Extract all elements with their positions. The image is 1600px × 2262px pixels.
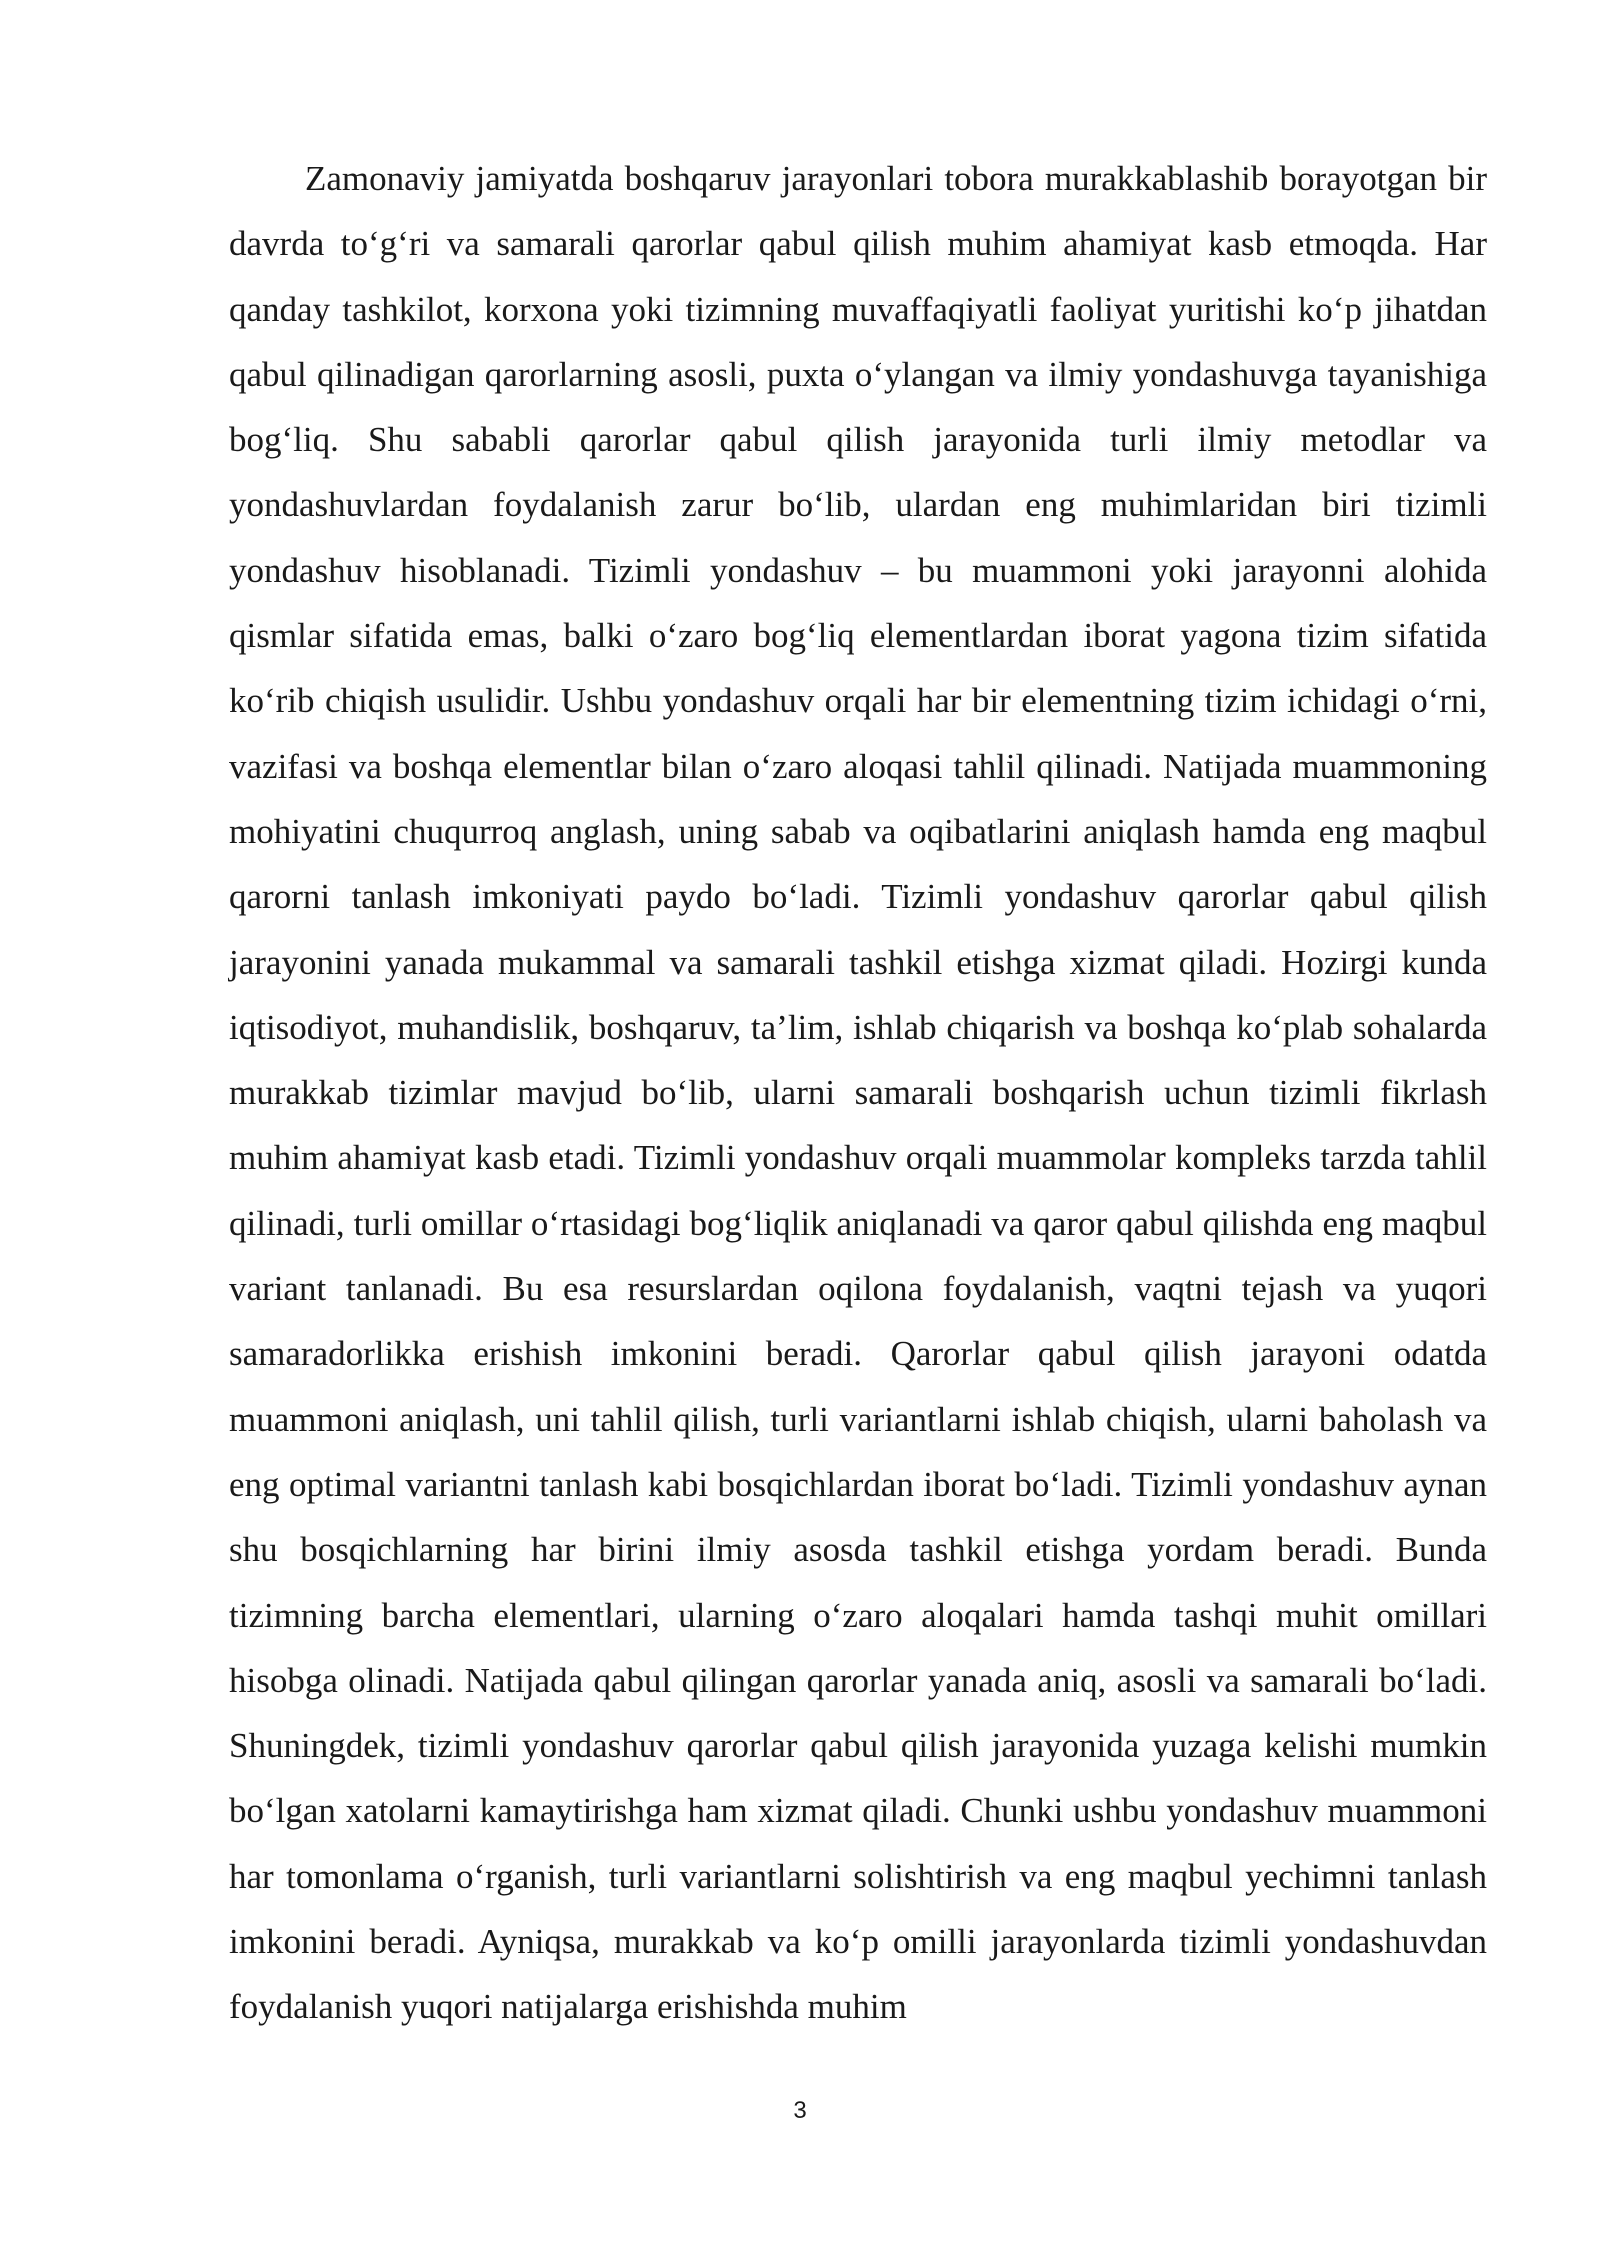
body-paragraph: Zamonaviy jamiyatda boshqaruv jarayonlari tobora murakkablashib borayotgan bir davrda to‘g‘ri va samarali qarorlar qabul qilish muhim ahamiyat kasb etmoqda. Har qanday tashkilot, korxona yoki tizimning muvaffaqiyatli faoliyat yuritishi ko‘p jihatdan qabul qilinadigan qarorlarning asosli, puxta o‘ylangan va ilmiy yondashuvga tayanishiga bog‘liq. Shu sababli qarorlar qabul qilish jarayonida turli ilmiy metodlar va yondashuvlardan foydalanish zarur bo‘lib, ulardan eng muhimlaridan biri tizimli yondashuv hisoblanadi. Tizimli yondashuv – bu muammoni yoki jarayonni alohida qismlar sifatida emas, balki o‘zaro bog‘liq elementlardan iborat yagona tizim sifatida ko‘rib chiqish usulidir. Ushbu yondashuv orqali har bir elementning tizim ichidagi o‘rni, vazifasi va boshqa elementlar bilan o‘zaro aloqasi tahlil qilinadi. Natijada muammoning mohiyatini chuqurroq anglash, uning sabab va oqibatlarini aniqlash hamda eng maqbul qarorni tanlash imkoniyati paydo bo‘ladi. Tizimli yondashuv qarorlar qabul qilish jarayonini yanada mukammal va samarali tashkil etishga xizmat qiladi. Hozirgi kunda iqtisodiyot, muhandislik, boshqaruv, ta’lim, ishlab chiqarish va boshqa ko‘plab sohalarda murakkab tizimlar mavjud bo‘lib, ularni samarali boshqarish uchun tizimli fikrlash muhim ahamiyat kasb etadi. Tizimli yondashuv orqali muammolar kompleks tarzda tahlil qilinadi, turli omillar o‘rtasidagi bog‘liqlik aniqlanadi va qaror qabul qilishda eng maqbul variant tanlanadi. Bu esa resurslardan oqilona foydalanish, vaqtni tejash va yuqori samaradorlikka erishish imkonini beradi. Qarorlar qabul qilish jarayoni odatda muammoni aniqlash, uni tahlil qilish, turli variantlarni ishlab chiqish, ularni baholash va eng optimal variantni tanlash kabi bosqichlardan iborat bo‘ladi. Tizimli yondashuv aynan shu bosqichlarning har birini ilmiy asosda tashkil etishga yordam beradi. Bunda tizimning barcha elementlari, ularning o‘zaro aloqalari hamda tashqi muhit omillari hisobga olinadi. Natijada qabul qilingan qarorlar yanada aniq, asosli va samarali bo‘ladi. Shuningdek, tizimli yondashuv qarorlar qabul qilish jarayonida yuzaga kelishi mumkin bo‘lgan xatolarni kamaytirishga ham xizmat qiladi. Chunki ushbu yondashuv muammoni har tomonlama o‘rganish, turli variantlarni solishtirish va eng maqbul yechimni tanlash imkonini beradi. Ayniqsa, murakkab va ko‘p omilli jarayonlarda tizimli yondashuvdan foydalanish yuqori natijalarga erishishda muhim [229, 159, 1487, 2027]
page-number: 3 [793, 2097, 807, 2124]
